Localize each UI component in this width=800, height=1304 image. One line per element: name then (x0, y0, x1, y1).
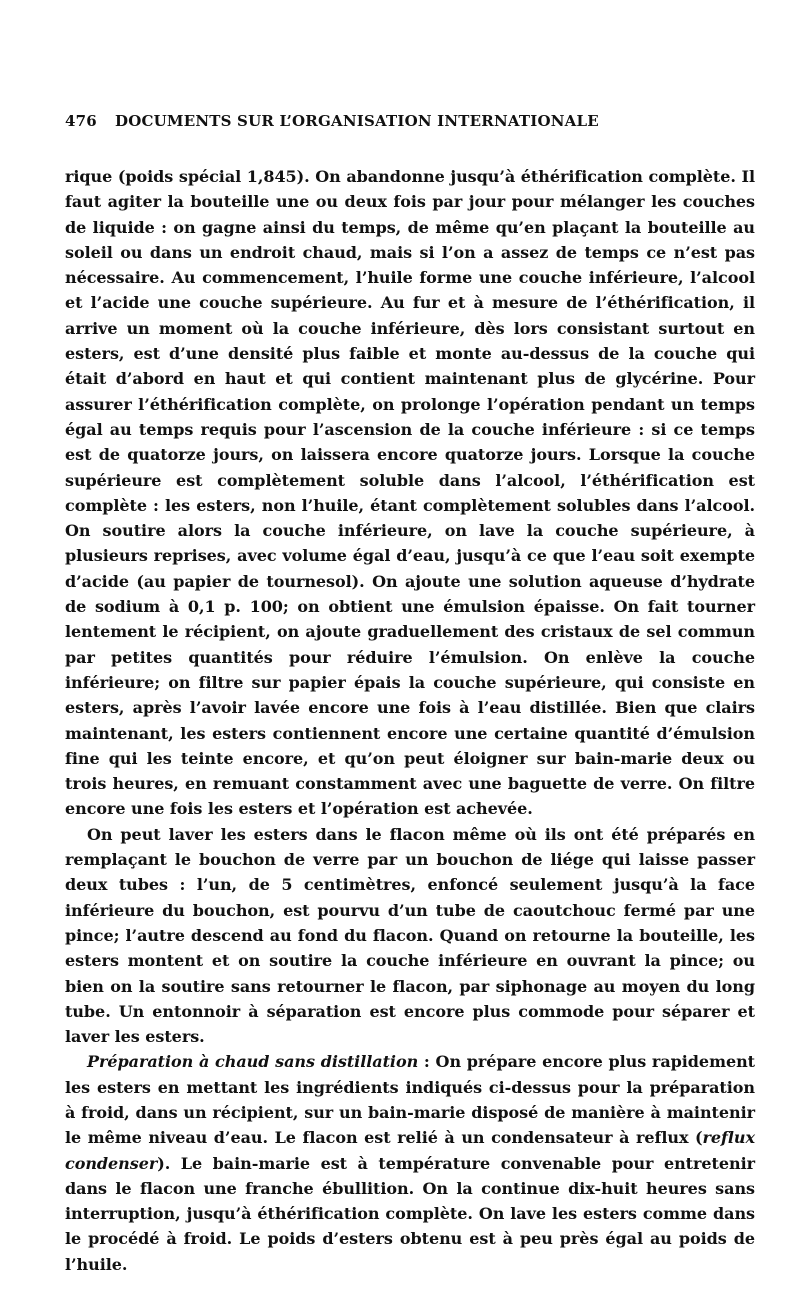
running-head (65, 112, 755, 146)
body-text (65, 164, 755, 1277)
page-number: 476 (65, 112, 97, 130)
english-term-italic: reflux condenser (65, 1128, 755, 1173)
paragraph-3-text-part-1: : On prépare encore plus rapidement les esters en mettant les ingrédients indiqués ci-dessus pour la préparation à froid, dans un récipient, sur un bain-marie disposé de manière à maintenir le même niveau d’eau. Le flacon est relié à un condensateur à reflux ( (65, 1052, 755, 1148)
section-heading-italic: Préparation à chaud sans distillation (87, 1052, 419, 1072)
paragraph-3-text-part-2: ). Le bain-marie est à température convenable pour entretenir dans le flacon une franche ébullition. On la continue dix-huit heures sans interruption, jusqu’à éthérification complète. On lave les esters comme dans le procédé à froid. Le poids d’esters obtenu est à peu près égal au poids de l’huile. (65, 1153, 755, 1274)
document-page (65, 112, 755, 1277)
paragraph-2: On peut laver les esters dans le flacon même où ils ont été préparés en remplaçant le bouchon de verre par un bouchon de liége qui laisse passer deux tubes : l’un, de 5 centimètres, enfoncé seulement jusqu’à la face inférieure du bouchon, est pourvu d’un tube de caoutchouc fermé par une pince; l’autre descend au fond du flacon. Quand on retourne la bouteille, les esters montent et on soutire la couche inférieure en ouvrant la pince; ou bien on la soutire sans retourner le flacon, par siphonage au moyen du long tube. Un entonnoir à séparation est encore plus commode pour séparer et laver les esters. (65, 824, 755, 1047)
running-title: DOCUMENTS SUR L’ORGANISATION INTERNATIONALE (115, 112, 599, 130)
paragraph-1: rique (poids spécial 1,845). On abandonne jusqu’à éthérification complète. Il faut agiter la bouteille une ou deux fois par jour pour mélanger les couches de liquide : on gagne ainsi du temps, de même qu’en plaçant la bouteille au soleil ou dans un endroit chaud, mais si l’on a assez de temps ce n’est pas nécessaire. Au commencement, l’huile forme une couche inférieure, l’alcool et l’acide une couche supérieure. Au fur et à mesure de l’éthérification, il arrive un moment où la couche inférieure, dès lors consistant surtout en esters, est d’une densité plus faible et monte au-dessus de la couche qui était d’abord en haut et qui contient maintenant plus de glycérine. Pour assurer l’éthérification complète, on prolonge l’opération pendant un temps égal au temps requis pour l’ascension de la couche inférieure : si ce temps est de quatorze jours, on laissera encore quatorze jours. Lorsque la couche supérieure est complètement soluble dans l’alcool, l’éthérification est complète : les esters, non l’huile, étant complètement solubles dans l’alcool. On soutire alors la couche inférieure, on lave la couche supérieure, à plusieurs reprises, avec volume égal d’eau, jusqu’à ce que l’eau soit exempte d’acide (au papier de tournesol). On ajoute une solution aqueuse d’hydrate de sodium à 0,1 p. 100; on obtient une émulsion épaisse. On fait tourner lentement le récipient, on ajoute graduellement des cristaux de sel commun par petites quantités pour réduire l’émulsion. On enlève la couche inférieure; on filtre sur papier épais la couche supérieure, qui consiste en esters, après l’avoir lavée encore une fois à l’eau distillée. Bien que clairs maintenant, les esters contiennent encore une certaine quantité d’émulsion fine qui les teinte encore, et qu’on peut éloigner sur bain-marie deux ou trois heures, en remuant constamment avec une baguette de verre. On filtre encore une fois les esters et l’opération est achevée. (65, 167, 755, 819)
paragraph-3 (65, 1049, 755, 1277)
